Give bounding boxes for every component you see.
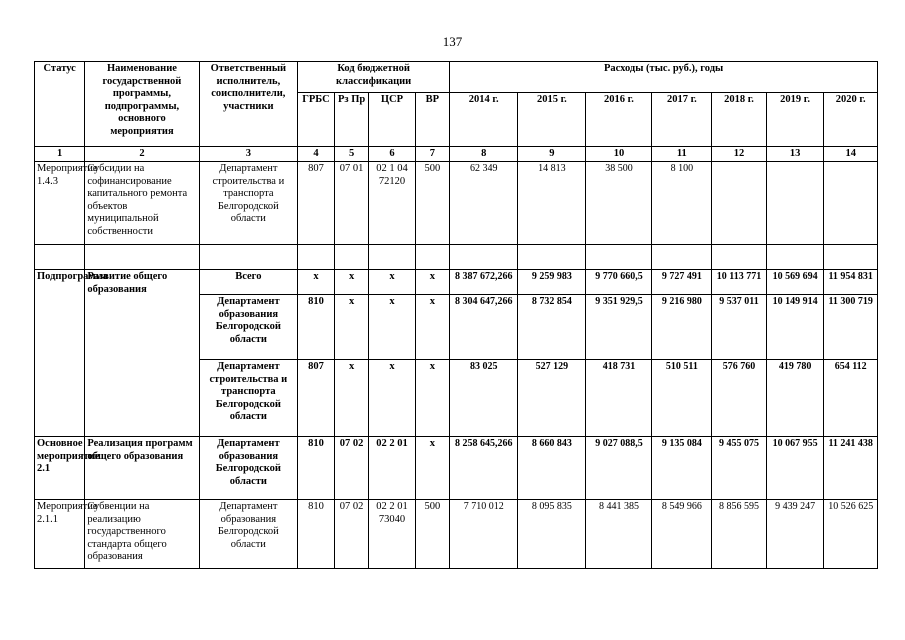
row-value-2017: 8 549 966: [652, 500, 712, 569]
row-name: Развитие общего образования: [85, 270, 199, 437]
row-status: Основное мероприятие 2.1: [35, 437, 85, 500]
row-executor: Департамент образования Белгородской области: [199, 295, 298, 360]
row-rzpr: 07 02: [334, 500, 369, 569]
column-number: 14: [824, 147, 878, 162]
row-value-2019: 9 439 247: [766, 500, 824, 569]
row-value-2018: 9 537 011: [712, 295, 767, 360]
row-executor: Департамент образования Белгородской области: [199, 437, 298, 500]
column-number: 3: [199, 147, 298, 162]
row-rzpr: х: [334, 295, 369, 360]
row-rzpr: 07 02: [334, 437, 369, 500]
row-value-2014: 8 258 645,266: [450, 437, 518, 500]
page-number: 137: [442, 34, 463, 49]
row-grbs: 807: [298, 360, 335, 437]
header-row-1: [35, 62, 878, 93]
row-value-2020: 654 112: [824, 360, 878, 437]
column-number: 6: [369, 147, 415, 162]
row-rzpr: х: [334, 270, 369, 295]
row-executor: Всего: [199, 270, 298, 295]
column-number: 9: [518, 147, 586, 162]
row-value-2018: 10 113 771: [712, 270, 767, 295]
row-csr: х: [369, 270, 415, 295]
header-executor: Ответственный исполнитель, соисполнители, участники: [199, 62, 298, 147]
header-budget-code: Код бюджетной классификации: [298, 62, 450, 93]
column-number: 7: [415, 147, 450, 162]
row-grbs: 810: [298, 295, 335, 360]
row-vr: х: [415, 437, 450, 500]
row-value-2020: 10 526 625: [824, 500, 878, 569]
row-vr: 500: [415, 500, 450, 569]
row-value-2017: 510 511: [652, 360, 712, 437]
row-grbs: 807: [298, 162, 335, 245]
header-year-2018: 2018 г.: [712, 93, 767, 147]
row-vr: 500: [415, 162, 450, 245]
table-row: [35, 437, 878, 500]
row-value-2015: 8 660 843: [518, 437, 586, 500]
header-status: Статус: [35, 62, 85, 147]
header-year-2019: 2019 г.: [766, 93, 824, 147]
header-year-2016: 2016 г.: [586, 93, 652, 147]
row-value-2017: 9 216 980: [652, 295, 712, 360]
row-value-2015: 14 813: [518, 162, 586, 245]
header-year-2020: 2020 г.: [824, 93, 878, 147]
header-name: Наименование государственной программы, подпрограммы, основного мероприятия: [85, 62, 199, 147]
header-expenses: Расходы (тыс. руб.), годы: [450, 62, 878, 93]
row-value-2015: 527 129: [518, 360, 586, 437]
row-value-2016: 9 027 088,5: [586, 437, 652, 500]
row-value-2018: 8 856 595: [712, 500, 767, 569]
row-value-2019: 10 569 694: [766, 270, 824, 295]
row-status: Подпрограмма: [35, 270, 85, 437]
column-number: 10: [586, 147, 652, 162]
header-vr: ВР: [415, 93, 450, 147]
row-value-2020: 11 954 831: [824, 270, 878, 295]
row-value-2014: 83 025: [450, 360, 518, 437]
row-csr: х: [369, 295, 415, 360]
column-number: 12: [712, 147, 767, 162]
row-executor: Департамент строительства и транспорта Белгородской области: [199, 162, 298, 245]
row-value-2018: 9 455 075: [712, 437, 767, 500]
row-value-2019: 10 067 955: [766, 437, 824, 500]
row-csr: х: [369, 360, 415, 437]
row-value-2016: 9 351 929,5: [586, 295, 652, 360]
table-row: [35, 162, 878, 245]
row-executor: Департамент образования Белгородской области: [199, 500, 298, 569]
row-value-2015: 8 732 854: [518, 295, 586, 360]
row-value-2016: 8 441 385: [586, 500, 652, 569]
column-number: 4: [298, 147, 335, 162]
column-number: 13: [766, 147, 824, 162]
row-value-2016: 418 731: [586, 360, 652, 437]
header-year-2015: 2015 г.: [518, 93, 586, 147]
header-rzpr: Рз Пр: [334, 93, 369, 147]
row-name: Субвенции на реализацию государственного стандарта общего образования: [85, 500, 199, 569]
row-name: Субсидии на софинансирование капитального ремонта объектов муниципальной собственности: [85, 162, 199, 245]
header-year-2017: 2017 г.: [652, 93, 712, 147]
row-rzpr: 07 01: [334, 162, 369, 245]
row-value-2016: 9 770 660,5: [586, 270, 652, 295]
header-csr: ЦСР: [369, 93, 415, 147]
spacer-row: [35, 245, 878, 270]
column-number: 5: [334, 147, 369, 162]
column-number: 2: [85, 147, 199, 162]
column-number: 1: [35, 147, 85, 162]
row-executor: Департамент строительства и транспорта Белгородской области: [199, 360, 298, 437]
row-value-2016: 38 500: [586, 162, 652, 245]
header-grbs: ГРБС: [298, 93, 335, 147]
row-value-2018: 576 760: [712, 360, 767, 437]
row-grbs: 810: [298, 437, 335, 500]
row-name: Реализация программ общего образования: [85, 437, 199, 500]
row-csr: 02 2 01 73040: [369, 500, 415, 569]
budget-expenses-table: [34, 61, 878, 569]
row-status: Мероприятие 2.1.1: [35, 500, 85, 569]
column-number: 8: [450, 147, 518, 162]
row-vr: х: [415, 295, 450, 360]
row-value-2017: 9 135 084: [652, 437, 712, 500]
row-grbs: х: [298, 270, 335, 295]
row-csr: 02 1 04 72120: [369, 162, 415, 245]
column-number-row: [35, 147, 878, 162]
row-value-2020: 11 300 719: [824, 295, 878, 360]
row-value-2019: 10 149 914: [766, 295, 824, 360]
row-value-2014: 8 387 672,266: [450, 270, 518, 295]
header-year-2014: 2014 г.: [450, 93, 518, 147]
row-rzpr: х: [334, 360, 369, 437]
row-value-2014: 7 710 012: [450, 500, 518, 569]
row-value-2019: 419 780: [766, 360, 824, 437]
row-value-2015: 8 095 835: [518, 500, 586, 569]
table-row: [35, 500, 878, 569]
row-status: Мероприятие 1.4.3: [35, 162, 85, 245]
row-value-2015: 9 259 983: [518, 270, 586, 295]
row-value-2020: 11 241 438: [824, 437, 878, 500]
row-value-2014: 8 304 647,266: [450, 295, 518, 360]
row-value-2019: [766, 162, 824, 245]
row-value-2017: 9 727 491: [652, 270, 712, 295]
row-csr: 02 2 01: [369, 437, 415, 500]
row-value-2014: 62 349: [450, 162, 518, 245]
row-value-2017: 8 100: [652, 162, 712, 245]
table-row: [35, 270, 878, 295]
row-value-2018: [712, 162, 767, 245]
row-grbs: 810: [298, 500, 335, 569]
row-vr: х: [415, 360, 450, 437]
row-value-2020: [824, 162, 878, 245]
row-vr: х: [415, 270, 450, 295]
column-number: 11: [652, 147, 712, 162]
